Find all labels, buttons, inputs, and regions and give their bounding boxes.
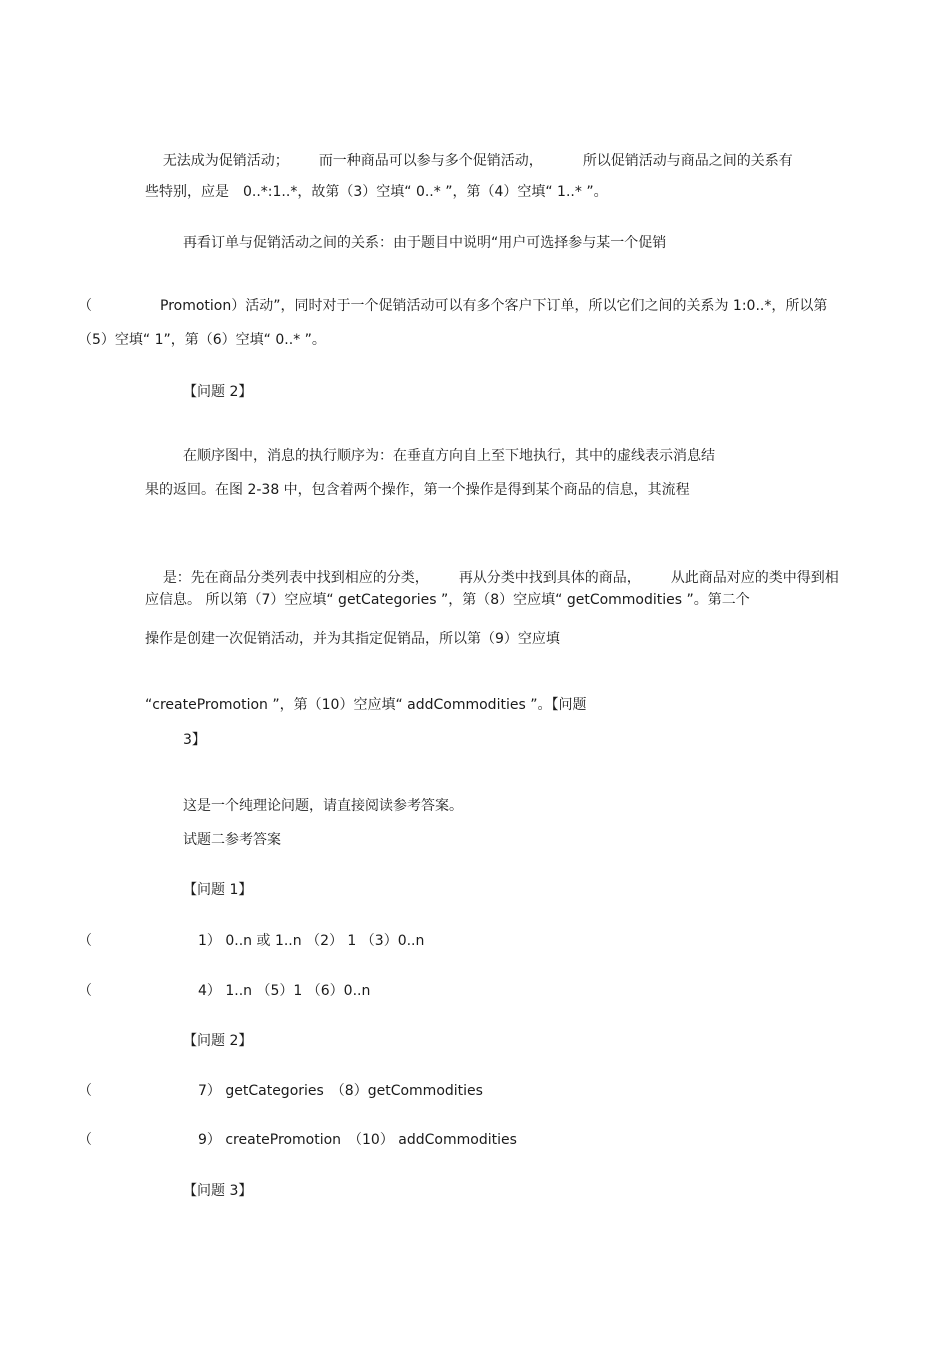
paragraph-line-10: 应信息。 所以第（7）空应填“ getCategories ”，第（8）空应填“ getCommodities ”。第二个 <box>145 592 750 608</box>
answer-line-1: 1） 0..n 或 1..n （2） 1 （3）0..n <box>198 933 425 949</box>
text-segment: 所以促销活动与商品之间的关系有 <box>582 153 793 169</box>
paragraph-line-4: Promotion）活动”，同时对于一个促销活动可以有多个客户下订单，所以它们之间的关系为 1:0..*，所以第 <box>160 298 828 314</box>
text-segment: 无法成为促销活动； <box>162 153 289 169</box>
paragraph-line-7: 在顺序图中，消息的执行顺序为：在垂直方向自上至下地执行，其中的虚线表示消息结 <box>183 448 715 464</box>
paragraph-line-13: 3】 <box>183 732 206 748</box>
text-segment: 而一种商品可以参与多个促销活动， <box>318 153 543 169</box>
answer-bracket: （ <box>78 1083 92 1099</box>
paragraph-line-5: （5）空填“ 1”，第（6）空填“ 0..* ”。 <box>78 332 326 348</box>
section-heading: 【问题 3】 <box>183 1183 253 1199</box>
answer-bracket: （ <box>78 1132 92 1148</box>
answer-line-2: 4） 1..n （5）1 （6）0..n <box>198 983 371 999</box>
paragraph-line-2: 些特别，应是 0..*:1..*，故第（3）空填“ 0..* ”，第（4）空填“ 1..* ”。 <box>145 184 608 200</box>
answer-bracket: （ <box>78 983 92 999</box>
answer-bracket: （ <box>78 933 92 949</box>
paragraph-line-4-bracket: （ <box>78 298 92 314</box>
paragraph-line-12: “createPromotion ”，第（10）空应填“ addCommodities ”。【问题 <box>145 697 587 713</box>
answer-line-4: 9） createPromotion （10） addCommodities <box>198 1132 517 1148</box>
paragraph-line-1 <box>145 134 793 188</box>
answer-line-3: 7） getCategories （8）getCommodities <box>198 1083 483 1099</box>
paragraph-line-14: 这是一个纯理论问题，请直接阅读参考答案。 <box>183 798 463 814</box>
text-segment: 是：先在商品分类列表中找到相应的分类， <box>162 570 429 586</box>
section-heading: 【问题 1】 <box>183 882 253 898</box>
section-heading: 【问题 2】 <box>183 384 253 400</box>
text-segment: 再从分类中找到具体的商品， <box>458 570 641 586</box>
paragraph-line-3: 再看订单与促销活动之间的关系：由于题目中说明“用户可选择参与某一个促销 <box>183 235 667 251</box>
paragraph-line-8: 果的返回。在图 2-38 中，包含着两个操作，第一个操作是得到某个商品的信息，其流程 <box>145 482 690 498</box>
section-heading: 【问题 2】 <box>183 1033 253 1049</box>
paragraph-line-11: 操作是创建一次促销活动，并为其指定促销品，所以第（9）空应填 <box>145 631 560 647</box>
answer-title: 试题二参考答案 <box>183 832 281 848</box>
text-segment: 从此商品对应的类中得到相 <box>670 570 839 586</box>
